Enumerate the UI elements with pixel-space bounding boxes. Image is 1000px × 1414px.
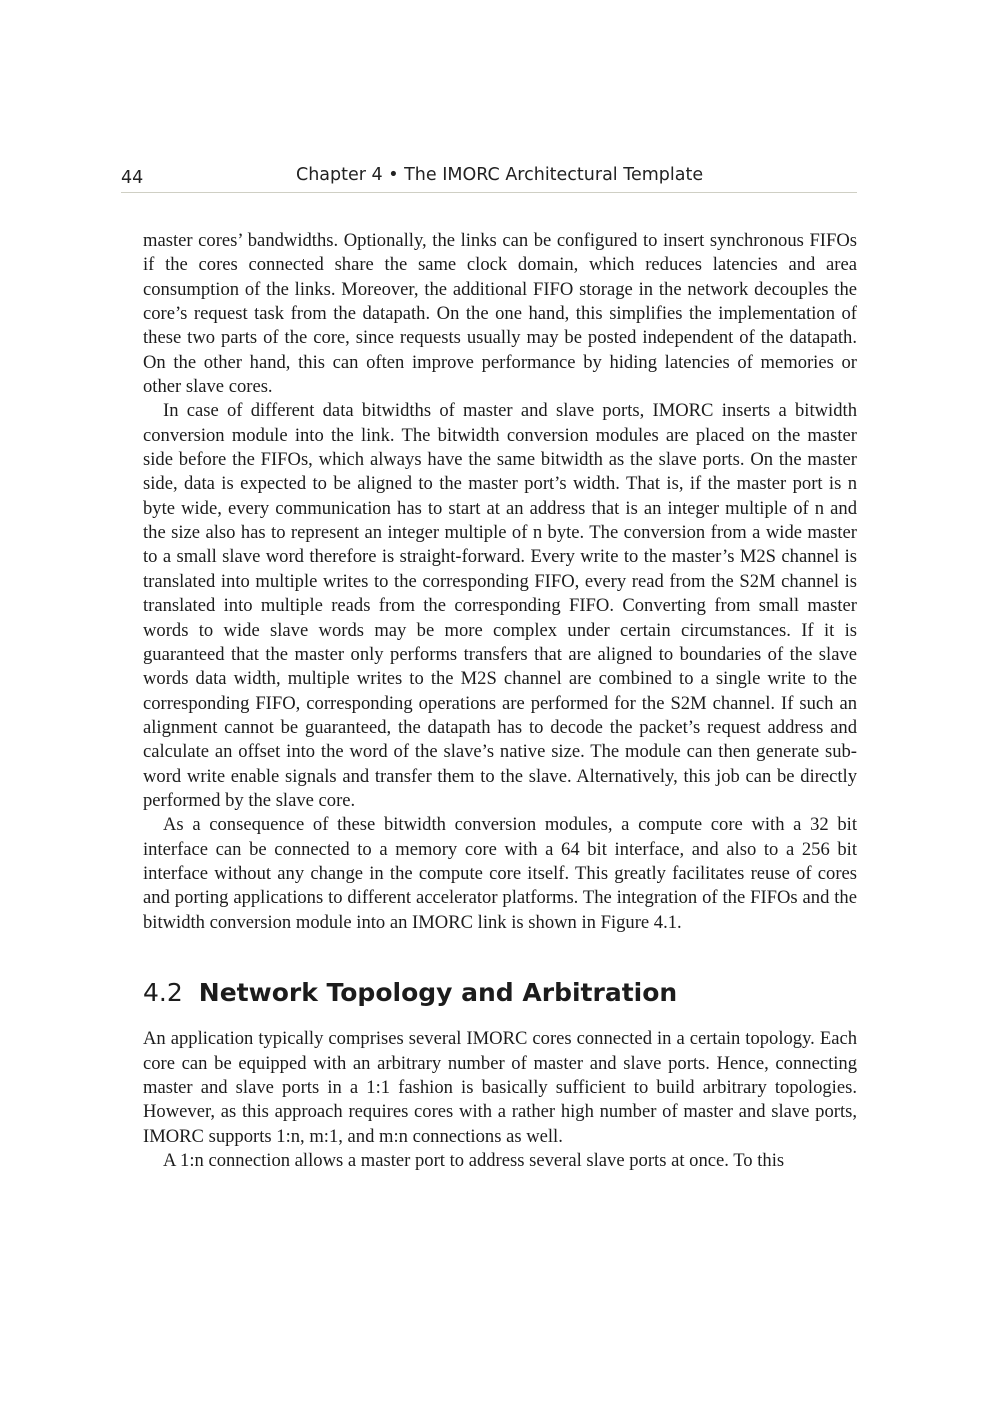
section-heading	[143, 977, 857, 1007]
paragraph: As a consequence of these bitwidth conversion modules, a compute core with a 32 bit interface can be connected to a memory core with a 64 bit interface, and also to a 256 bit interface without any change in the compute core itself. This greatly facilitates reuse of cores and porting applications to different accelerator platforms. The integration of the FIFOs and the bitwidth conversion module into an IMORC link is shown in Figure 4.1.	[143, 814, 857, 933]
paragraph: A 1:n connection allows a master port to address several slave ports at once. To this	[163, 1150, 785, 1172]
running-header	[121, 165, 857, 193]
section-number: 4.2	[143, 977, 183, 1007]
section-title: Network Topology and Arbitration	[198, 977, 678, 1007]
running-title: Chapter 4 • The IMORC Architectural Template	[296, 165, 704, 185]
body-text	[143, 229, 857, 1173]
section-body	[143, 1027, 857, 1173]
page-number: 44	[121, 168, 144, 188]
paragraph: master cores’ bandwidths. Optionally, the links can be configured to insert synchronous FIFOs if the cores connected share the same clock domain, which reduces latencies and area consumption of the links. Moreover, the additional FIFO storage in the network decouples the core’s request task from the datapath. On the one hand, this simplifies the implementation of these two parts of the core, since requests usually may be posted independent of the datapath. On the other hand, this can often improve performance by hiding latencies of memories or other slave cores.	[143, 230, 857, 398]
paragraph: An application typically comprises several IMORC cores connected in a certain topology. Each core can be equipped with an arbitrary number of master and slave ports. Hence, connecting master and slave ports in a 1:1 fashion is basically sufficient to build arbitrary topologies. However, as this approach requires cores with a rather high number of master and slave ports, IMORC supports 1:n, m:1, and m:n connections as well.	[143, 1028, 857, 1147]
paragraph: In case of different data bitwidths of master and slave ports, IMORC inserts a bitwidth conversion module into the link. The bitwidth conversion modules are placed on the master side before the FIFOs, which always have the same bitwidth as the slave ports. On the master side, data is expected to be aligned to the master port’s width. That is, if the master port is n byte wide, every communication has to start at an address that is an integer multiple of n and the size also has to represent an integer multiple of n byte. The conversion from a wide master to a small slave word therefore is straight-forward. Every write to the master’s M2S channel is translated into multiple writes to the corresponding FIFO, every read from the S2M channel is translated into multiple reads from the corresponding FIFO. Converting from small master words to wide slave words may be more complex under certain circumstances. If it is guaranteed that the master only performs transfers that are aligned to boundaries of the slave words data width, multiple writes to the M2S channel are combined to a single write to the corresponding FIFO, corresponding operations are performed for the S2M channel. If such an alignment cannot be guaranteed, the datapath has to decode the packet’s request address and calculate an offset into the word of the slave’s native size. The module can then generate sub-word write enable signals and transfer them to the slave. Alternatively, this job can be directly performed by the slave core.	[143, 400, 857, 811]
